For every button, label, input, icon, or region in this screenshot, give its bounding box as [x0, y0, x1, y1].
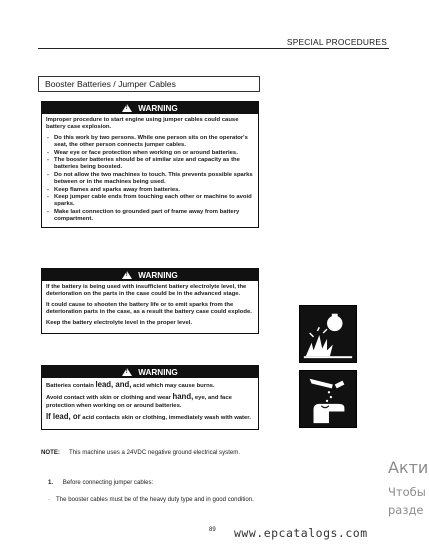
warning-triangle-icon: [122, 104, 132, 112]
activation-overlay-line2: Чтобы: [388, 485, 426, 499]
warning-paragraph: Avoid contact with skin or clothing and wear hand, eye, and face protection when working on or around batteries.: [46, 392, 232, 409]
warning-paragraph: Keep the battery electrolyte level in the proper level.: [46, 319, 193, 326]
warning-paragraph: If lead, or acid contacts skin or clothing, immediately wash with water.: [46, 412, 251, 422]
note-text: This machine uses a 24VDC negative ground electrical system.: [69, 449, 241, 456]
warning-header: [42, 366, 258, 378]
activation-overlay-line3: разде: [388, 503, 424, 517]
note: [41, 449, 261, 457]
warning-triangle-icon: [122, 368, 132, 376]
warning-label: WARNING: [138, 103, 178, 113]
warning-header: [42, 102, 258, 114]
header-title: SPECIAL PROCEDURES: [286, 37, 387, 47]
warning-paragraph: Batteries contain lead, and, acid which may cause burns.: [46, 380, 215, 389]
warning-label: WARNING: [138, 270, 178, 280]
warning-list-item: - Do this work by two persons. While one person sits on the operator's seat, the other person connects jumper cables.: [46, 135, 254, 150]
activation-overlay-line1: Акти: [388, 458, 429, 477]
note-label: NOTE:: [41, 449, 60, 456]
warning-list-item: - Wear eye or face protection when working on or around batteries.: [46, 150, 254, 157]
warning-list-item: - Make last connection to grounded part of frame away from battery compartment.: [46, 209, 254, 224]
step-text: Before connecting jumper cables:: [62, 479, 154, 486]
warning-box-electrolyte: [41, 268, 259, 334]
warning-box-explosion: [41, 101, 259, 228]
warning-triangle-icon: [122, 271, 132, 279]
warning-paragraph: If the battery is being used with insufficient battery electrolyte level, the deterioration on the parts in the case could be in the advanced stage.: [46, 284, 247, 298]
bullet-text: The booster cables must be of the heavy duty type and in good condition.: [56, 496, 254, 503]
warning-list-item: - The booster batteries should be of similar size and capacity as the batteries being boosted.: [46, 157, 254, 172]
warning-label: WARNING: [138, 367, 178, 377]
warning-box-acid: [41, 365, 259, 430]
warning-intro: Improper procedure to start engine using jumper cables could cause battery case explosion.: [46, 117, 239, 131]
section-heading-box: [38, 76, 260, 92]
warning-paragraph: It could cause to shooten the battery life or to emit sparks from the deterioration parts in the case, as a result the battery case could explode.: [46, 301, 252, 316]
warning-list-item: - Keep flames and sparks away from batteries.: [46, 187, 254, 194]
bullet-item: [48, 496, 260, 504]
warning-body: [42, 281, 258, 333]
explosion-icon: [299, 305, 357, 363]
step-number: 1.: [48, 479, 54, 486]
warning-header: [42, 269, 258, 281]
watermark-link[interactable]: www.epcatalogs.com: [234, 526, 368, 540]
header-rule: [38, 48, 389, 49]
bullet-marker: ·: [48, 496, 51, 503]
warning-list-item: - Keep jumper cable ends from touching each other or machine to avoid sparks.: [46, 194, 254, 209]
warning-list-item: - Do not allow the two machines to touch. This prevents possible sparks between or in the machines being used.: [46, 172, 254, 187]
warning-body: [42, 114, 258, 227]
warning-body: [42, 378, 258, 429]
warning-list: [46, 135, 254, 224]
page-number: 89: [209, 527, 216, 533]
step-item: [48, 479, 153, 486]
acid-burn-icon: [299, 370, 357, 428]
section-title: Booster Batteries / Jumper Cables: [45, 79, 176, 89]
